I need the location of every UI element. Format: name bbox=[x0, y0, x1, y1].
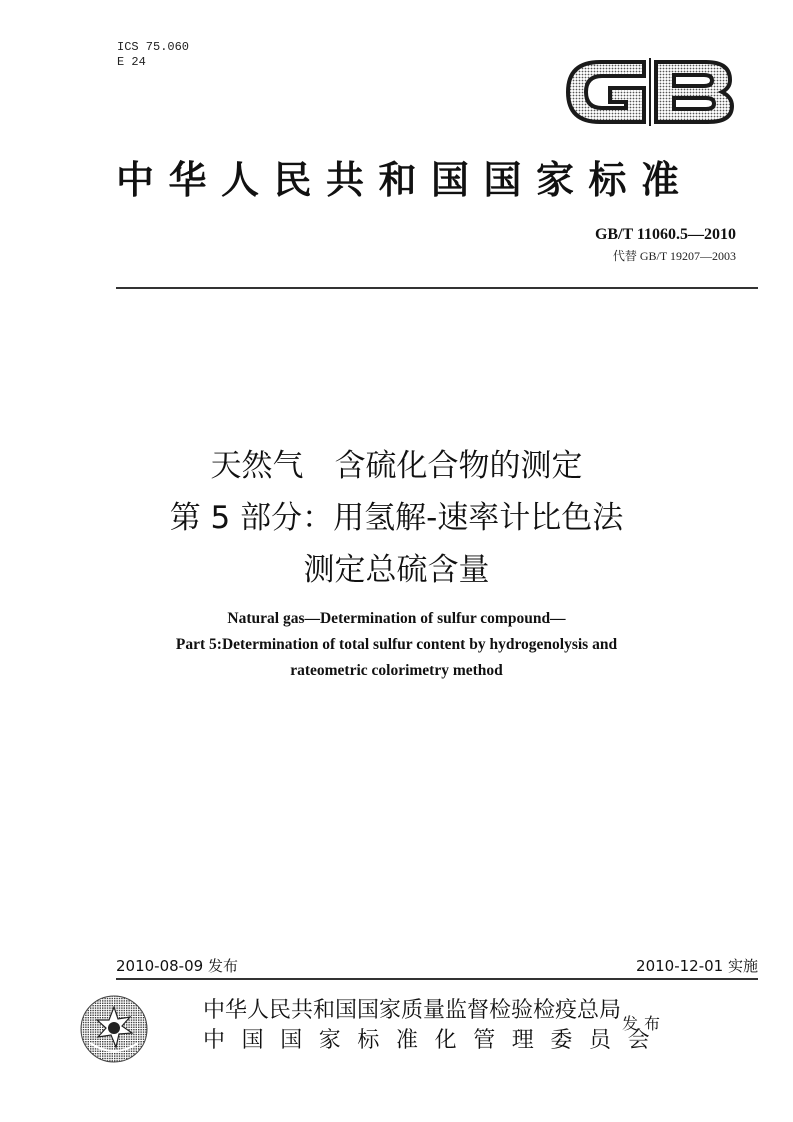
chinese-title-line-1: 天然气 含硫化合物的测定 bbox=[210, 448, 583, 484]
issuing-organizations bbox=[203, 996, 666, 1056]
bottom-divider bbox=[116, 978, 758, 980]
english-title-line-1: Natural gas—Determination of sulfur compound— bbox=[227, 610, 566, 627]
chinese-title-line-2: 第 5 部分：用氢解-速率计比色法 bbox=[169, 500, 624, 536]
english-title bbox=[0, 606, 793, 684]
chinese-title-line-3: 测定总硫含量 bbox=[303, 552, 490, 588]
ccs-code: E 24 bbox=[117, 55, 146, 69]
issuer-sac: 中国国家标准化管理委员会 bbox=[203, 1028, 667, 1053]
standard-type-title: 中华人民共和国国家标准 bbox=[116, 157, 694, 202]
implementation-date: 2010-12-01 实施 bbox=[636, 957, 758, 975]
top-divider bbox=[116, 287, 758, 289]
replaces-standard: 代替 GB/T 19207—2003 bbox=[612, 249, 736, 263]
issue-date: 2010-08-09 发布 bbox=[116, 957, 238, 975]
gb-logo-icon bbox=[560, 52, 738, 132]
issuer-aqsiq: 中华人民共和国国家质量监督检验检疫总局 bbox=[203, 998, 622, 1023]
english-title-line-2: Part 5:Determination of total sulfur content by hydrogenolysis and bbox=[175, 636, 618, 653]
standard-code-text: GB/T 11060.5—2010 bbox=[594, 226, 736, 243]
chinese-title bbox=[0, 440, 793, 596]
ics-code: ICS 75.060 bbox=[117, 40, 190, 54]
publish-label: 发布 bbox=[622, 1014, 667, 1033]
seal-emblem-icon bbox=[78, 993, 150, 1065]
ics-classification bbox=[117, 40, 189, 70]
english-title-line-3: rateometric colorimetry method bbox=[290, 662, 503, 679]
standard-code bbox=[595, 226, 736, 244]
